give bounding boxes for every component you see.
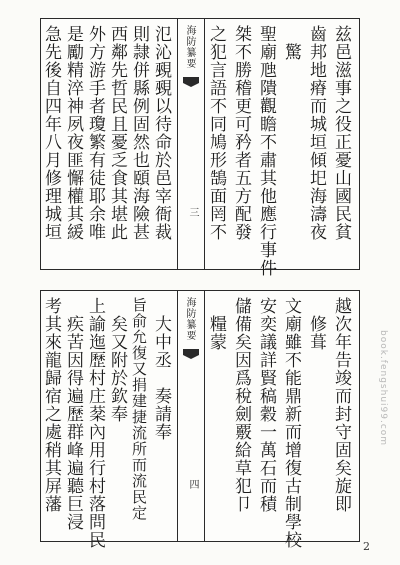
band-title: 海防纂要 xyxy=(184,297,195,341)
band-page-number: 四 xyxy=(187,479,198,489)
text-column: 糧蒙 xyxy=(206,315,226,351)
text-column: 則隷併縣例固然也頤海險甚 xyxy=(129,25,149,241)
text-column: 外方游手者瓊繁有徒耶余唯 xyxy=(85,25,105,241)
bottom-panel xyxy=(40,290,360,549)
fishtail-mark-icon xyxy=(183,77,199,87)
bottom-right-text-block xyxy=(205,291,359,549)
text-column: 修葺 xyxy=(306,315,326,351)
text-column: 旨俞允復又捐建捷流所而流民定 xyxy=(130,297,148,521)
fishtail-mark-icon xyxy=(183,349,199,359)
text-column: 之犯言語不同鳩形鵠面罔不 xyxy=(206,25,226,241)
band-title: 海防纂要 xyxy=(184,25,195,69)
top-right-text-block xyxy=(205,19,359,277)
text-column: 安奕議詳賢稿穀一萬石而積 xyxy=(256,297,276,513)
text-column: 是勵精淬神夙夜匪懈權其緩 xyxy=(63,25,83,241)
text-column: 儲備矣因爲稅劍覈給草犯卩 xyxy=(231,297,251,513)
text-column: 矣又附於欽奉 xyxy=(107,315,127,423)
text-column: 文廟雖不能鼎新而增復古制學校 xyxy=(281,297,301,549)
text-column: 聖廟虺隤觀瞻不肅其他應行事件 xyxy=(256,25,276,277)
text-column: 越次年告竣而封守固矣旋即 xyxy=(331,297,351,513)
text-column: 考其來龍歸宿之處稍其屏藩 xyxy=(41,297,61,513)
text-column: 疾苦因得遍歷群峰遍聽巨浸 xyxy=(63,315,83,531)
text-column: 上諭迤歷村庄棻內用行村落問民 xyxy=(85,297,105,549)
center-band xyxy=(177,19,205,269)
text-column: 大中丞 奏請奉 xyxy=(151,315,171,441)
band-page-number: 三 xyxy=(187,207,198,217)
center-band xyxy=(177,291,205,541)
text-column: 兹邑滋事之役正憂山國民貧 xyxy=(331,25,351,241)
page-number: 2 xyxy=(363,540,370,553)
text-column: 氾沁覡覡以待命於邑宰衙裁 xyxy=(151,25,171,241)
bottom-left-text-block xyxy=(41,291,177,549)
text-column: 驚 xyxy=(281,43,301,61)
text-column: 齒邦地瘠而城垣傾圯海濤夜 xyxy=(306,25,326,241)
watermark: book.fengshui99.com xyxy=(378,330,388,447)
top-panel xyxy=(40,18,360,277)
text-column: 急先後自四年八月修理城垣 xyxy=(41,25,61,241)
text-column: 西鄰先哲民且憂乏食其堪此 xyxy=(107,25,127,241)
text-column: 桀不勝稽更可矜者五方配發 xyxy=(231,25,251,241)
top-left-text-block xyxy=(41,19,177,269)
